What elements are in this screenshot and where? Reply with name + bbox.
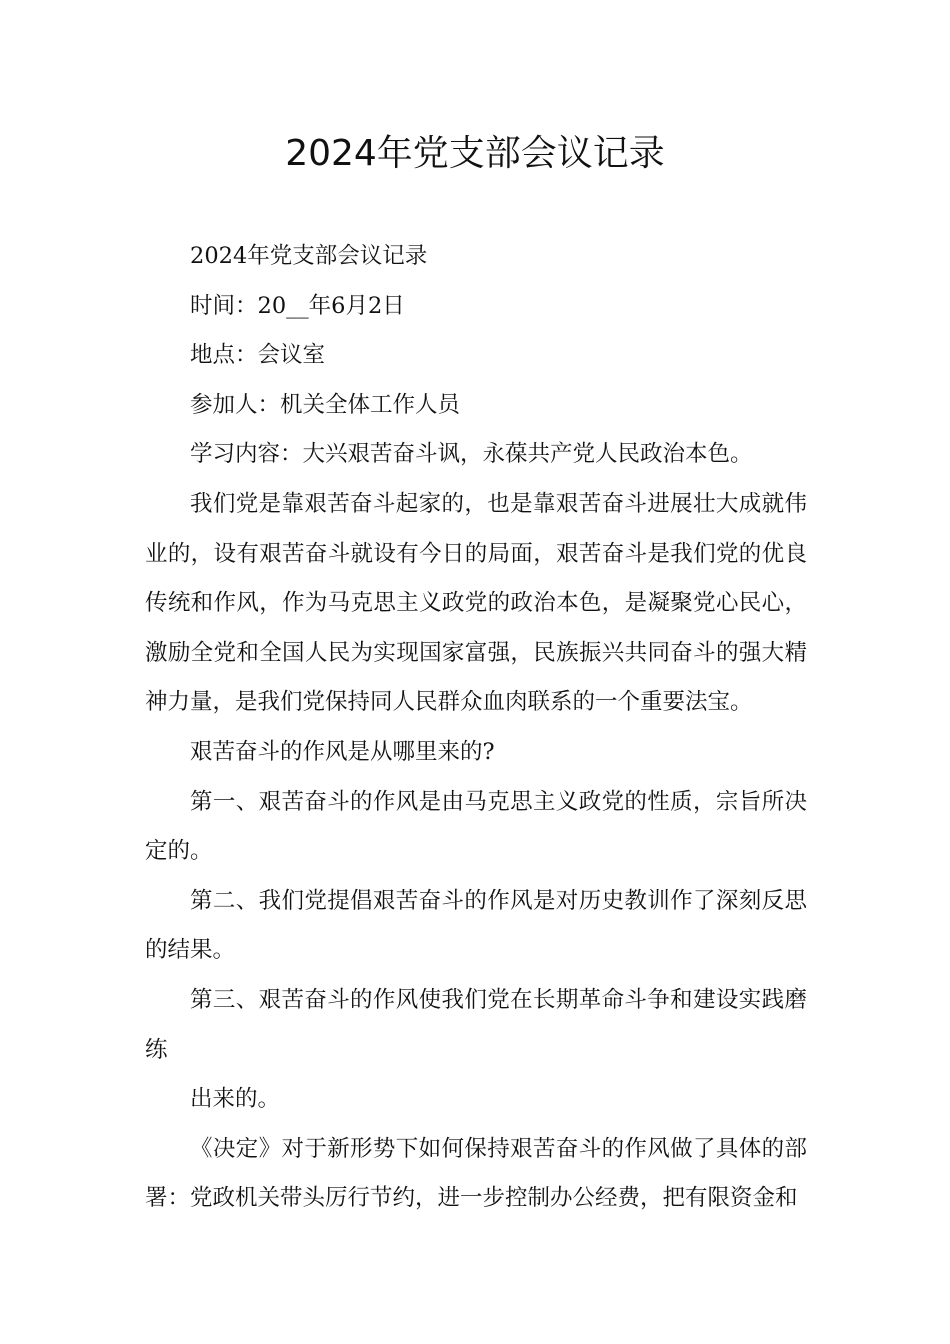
document-title: 2024年党支部会议记录 xyxy=(285,133,665,174)
paragraph-location: 地点：会议室 xyxy=(190,342,326,369)
paragraph-point-two: 第二、我们党提倡艰苦奋斗的作风是对历史教训作了深刻反思的结果。 xyxy=(145,887,807,964)
paragraph-party-history: 我们党是靠艰苦奋斗起家的，也是靠艰苦奋斗进展壮大成就伟业的，设有艰苦奋斗就设有今日的局面，艰苦奋斗是我们党的优良传统和作风，作为马克思主义政党的政治本色，是凝聚党心民心，激励全党和全国人民为实现国家富强，民族振兴共同奋斗的强大精神力量，是我们党保持同人民群众血肉联系的一个重要法宝。 xyxy=(145,490,807,716)
paragraph-heading: 2024年党支部会议记录 xyxy=(190,243,428,269)
paragraph-attendees: 参加人：机关全体工作人员 xyxy=(190,391,461,418)
paragraph-point-three: 第三、艰苦奋斗的作风使我们党在长期革命斗争和建设实践磨练 xyxy=(145,986,807,1063)
paragraph-point-three-continued: 出来的。 xyxy=(190,1086,281,1113)
document-body xyxy=(145,232,807,1224)
paragraph-decision: 《决定》对于新形势下如何保持艰苦奋斗的作风做了具体的部署：党政机关带头厉行节约，进一步控制办公经费，把有限资金和 xyxy=(145,1135,807,1212)
paragraph-point-one: 第一、艰苦奋斗的作风是由马克思主义政党的性质，宗旨所决定的。 xyxy=(145,788,807,865)
paragraph-time: 时间：20__年6月2日 xyxy=(190,292,405,319)
paragraph-question: 艰苦奋斗的作风是从哪里来的? xyxy=(190,738,495,765)
paragraph-study-content: 学习内容：大兴艰苦奋斗讽，永葆共产党人民政治本色。 xyxy=(190,441,753,468)
